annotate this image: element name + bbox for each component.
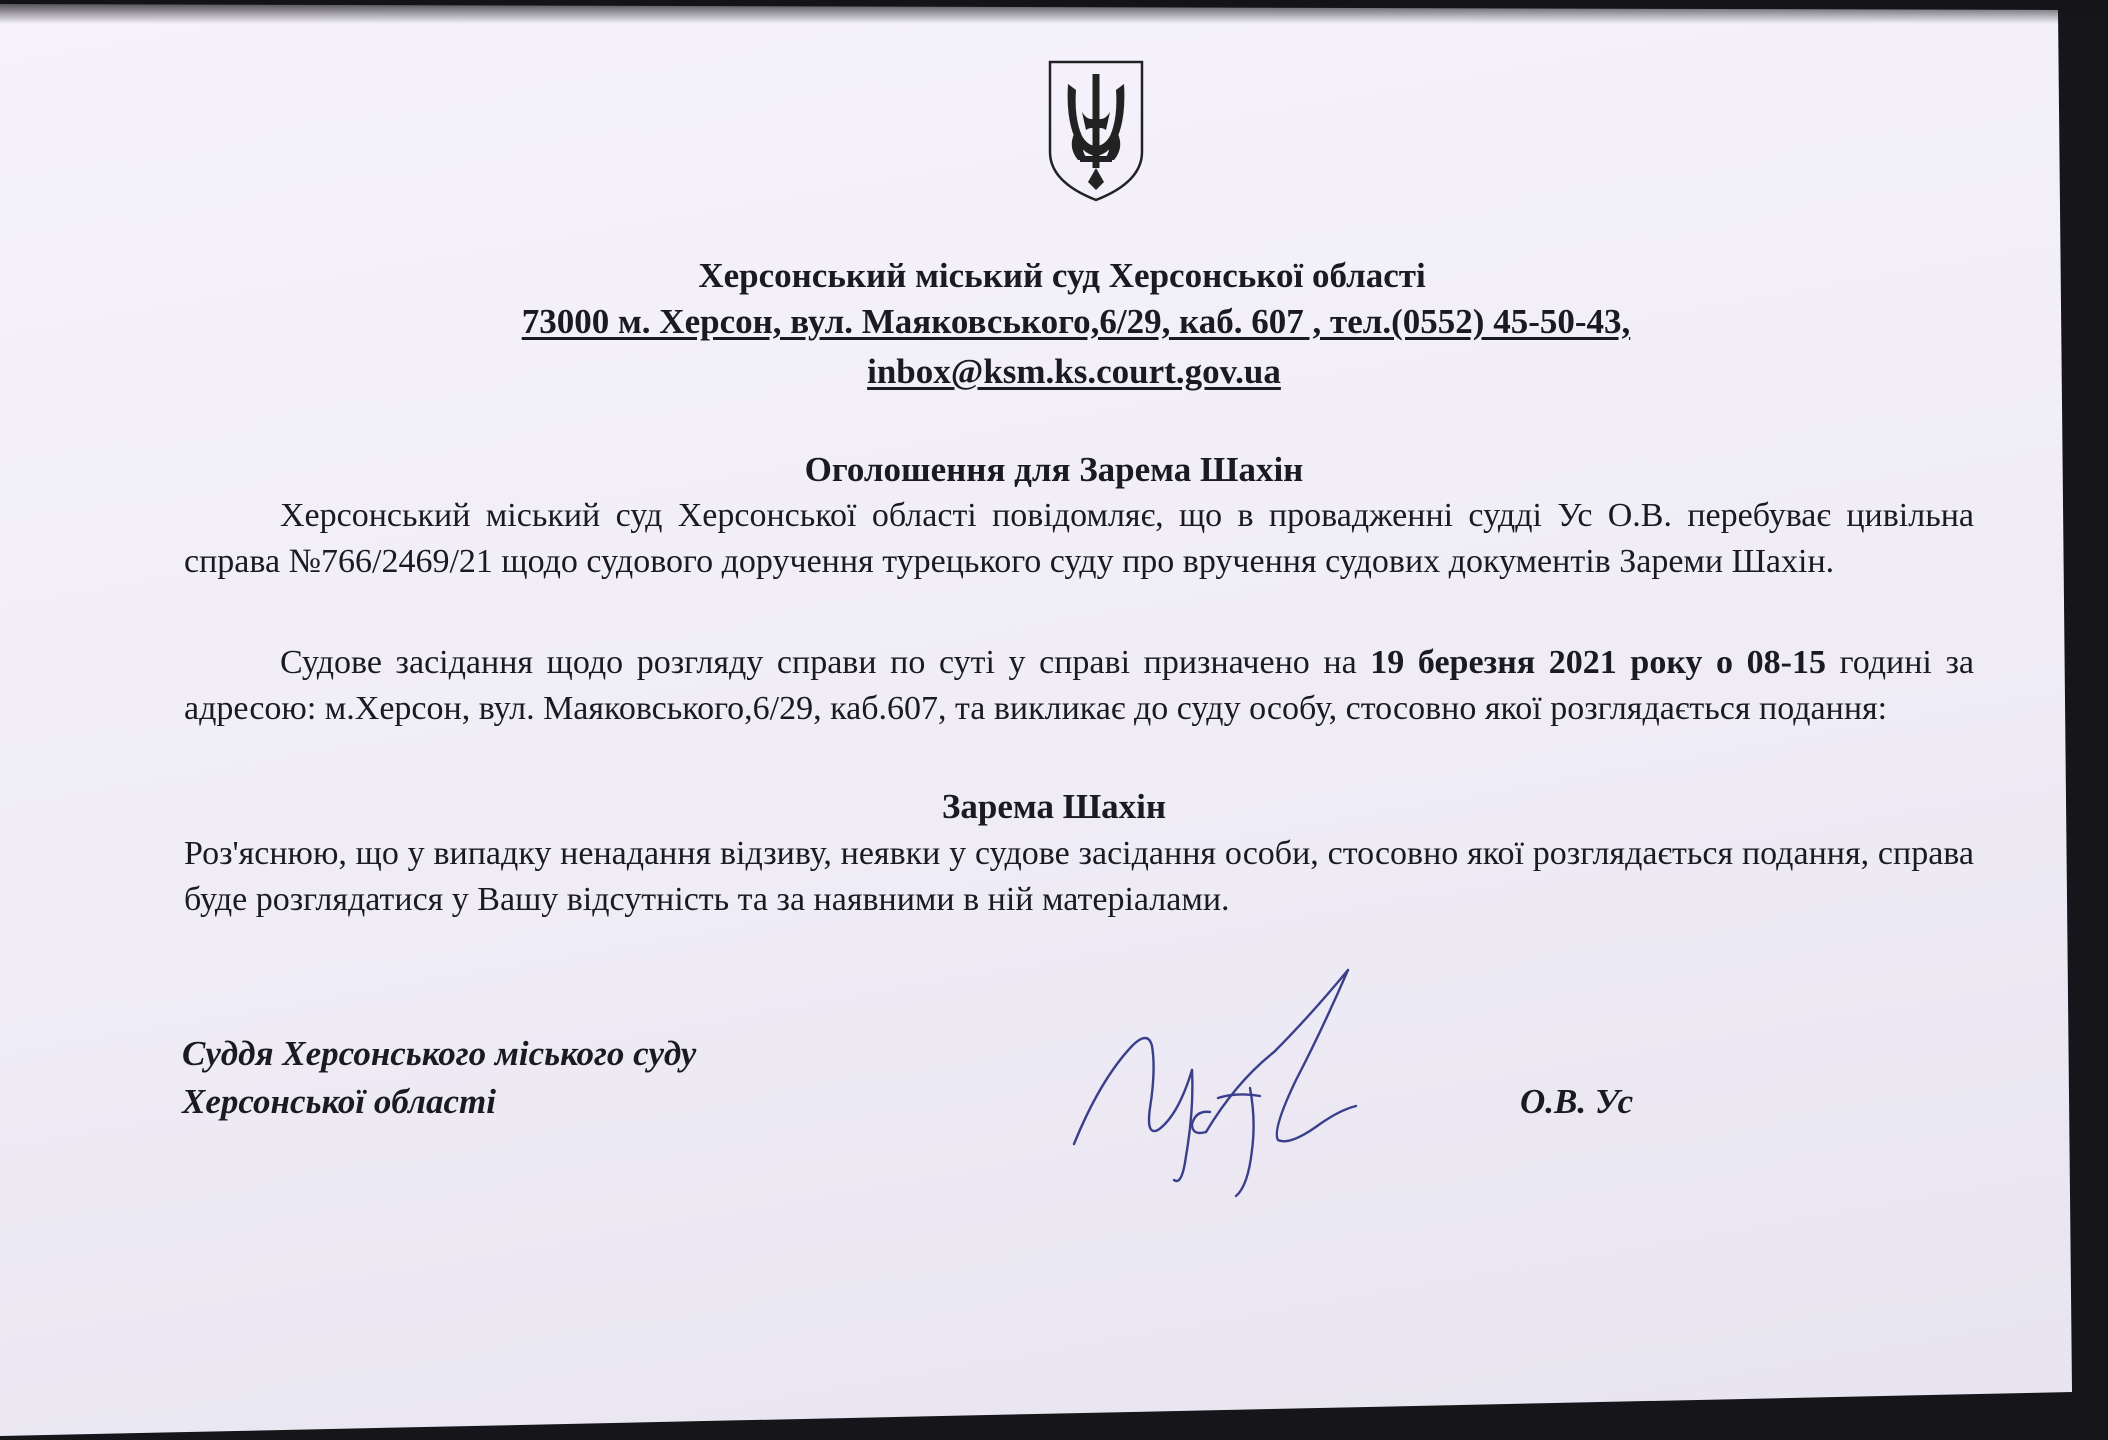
handwritten-signature-icon [1060, 960, 1430, 1200]
judge-position-line-1: Суддя Херсонського міського суду [182, 1034, 697, 1073]
paragraph-2-rest: годині за адресою: м.Херсон, вул. Маяковського,6/29, каб.607, та викликає до суду особу, стосовно якої розглядається подання: [184, 644, 1974, 727]
judge-position-line-2: Херсонської області [182, 1082, 496, 1121]
court-name-heading: Херсонський міський суд Херсонської області [698, 256, 1426, 295]
notice-paragraph-2 [184, 640, 1974, 732]
person-name: Зарема Шахін [941, 787, 1167, 826]
court-address: 73000 м. Херсон, вул. Маяковського,6/29, каб. 607 , тел.(0552) 45-50-43, [521, 302, 1631, 341]
judge-position [182, 1030, 696, 1126]
notice-paragraph-3: Роз'яснюю, що у випадку ненадання відзиву, неявки у судове засідання особи, стосовно якої розглядається подання, справа буде розглядатися у Вашу відсутність та за наявними в ній матеріалами. [184, 835, 1974, 918]
court-email: inbox@ksm.ks.court.gov.ua [867, 352, 1281, 391]
notice-paragraph-1: Херсонський міський суд Херсонської області повідомляє, що в провадженні судді Ус О.В. перебуває цивільна справа №766/2469/21 щодо судового доручення турецького суду про вручення судових документів Зареми Шахін. [184, 497, 1974, 580]
paragraph-2-intro: Судове засідання щодо розгляду справи по суті у справі призначено на [280, 644, 1371, 681]
notice-title: Оголошення для Зарема Шахін [804, 450, 1304, 489]
coat-of-arms-icon [1044, 56, 1148, 204]
hearing-date: 19 березня 2021 року о 08-15 [1370, 644, 1826, 681]
signer-name: О.В. Ус [1520, 1082, 1634, 1121]
